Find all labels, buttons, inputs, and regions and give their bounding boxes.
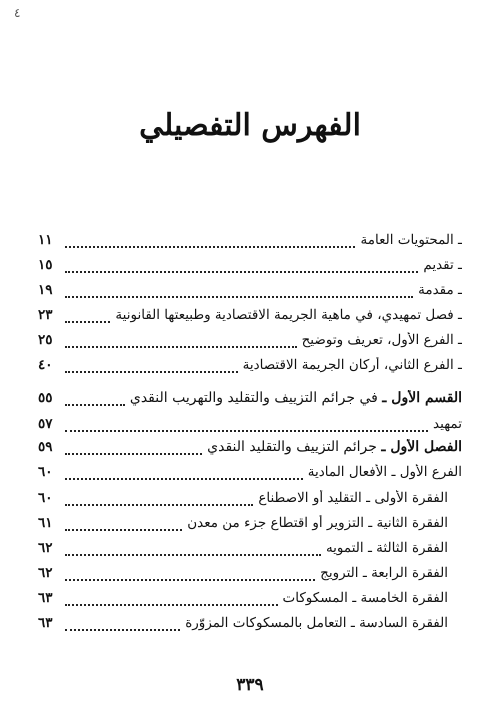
toc-entry[interactable] bbox=[38, 416, 462, 438]
toc-entry-title bbox=[283, 590, 462, 606]
toc-entry[interactable] bbox=[38, 232, 462, 254]
dot-leader bbox=[65, 604, 278, 606]
dot-leader bbox=[65, 529, 182, 531]
toc-entry-title bbox=[243, 357, 462, 373]
toc-entry[interactable] bbox=[38, 615, 462, 637]
toc-entry[interactable] bbox=[38, 565, 462, 587]
dot-leader bbox=[65, 629, 180, 631]
toc-entry-text: الفقرة الأولى ـ التقليد أو الاصطناع bbox=[258, 490, 448, 506]
toc-entry-text: الفقرة الثالثة ـ التمويه bbox=[325, 540, 448, 556]
toc-entry-page: ٦٠ bbox=[38, 464, 53, 480]
toc-entry-text: تمهيد bbox=[433, 416, 462, 432]
toc-entry[interactable] bbox=[38, 390, 462, 412]
page-title: الفهرس التفصيلي bbox=[139, 108, 361, 143]
dot-leader bbox=[65, 504, 253, 506]
corner-mark: ٤ bbox=[14, 6, 21, 20]
toc-entry[interactable] bbox=[38, 540, 462, 562]
dot-leader bbox=[65, 453, 202, 455]
dot-leader bbox=[65, 346, 297, 348]
dot-leader bbox=[65, 321, 110, 323]
toc-entry-title bbox=[207, 439, 462, 455]
toc-entry-title bbox=[115, 307, 462, 323]
toc-entry-page: ٤٠ bbox=[38, 357, 53, 373]
toc-entry-text: الفقرة السادسة ـ التعامل بالمسكوكات المزوّرة bbox=[185, 615, 448, 631]
toc-entry-text: ـ الفرع الأول، تعريف وتوضيح bbox=[301, 332, 462, 348]
toc-entry-title bbox=[258, 490, 462, 506]
toc-entry[interactable] bbox=[38, 332, 462, 354]
dot-leader bbox=[65, 554, 321, 556]
toc-entry[interactable] bbox=[38, 257, 462, 279]
toc-entry-page: ١٥ bbox=[38, 257, 53, 273]
dot-leader bbox=[65, 579, 315, 581]
toc-entry-title bbox=[320, 565, 462, 581]
toc-entry-page: ٢٥ bbox=[38, 332, 53, 348]
dot-leader bbox=[65, 271, 418, 273]
toc-entry[interactable] bbox=[38, 357, 462, 379]
toc-entry-title bbox=[360, 232, 462, 248]
dot-leader bbox=[65, 246, 355, 248]
toc-entry[interactable] bbox=[38, 439, 462, 461]
toc-entry-page: ١١ bbox=[38, 232, 53, 248]
toc-entry-page: ٦٢ bbox=[38, 565, 53, 581]
toc-entry[interactable] bbox=[38, 490, 462, 512]
toc-entry[interactable] bbox=[38, 282, 462, 304]
toc-entry-page: ١٩ bbox=[38, 282, 53, 298]
toc-entry-text: ـ المحتويات العامة bbox=[360, 232, 462, 248]
toc-entry-text: ـ تقديم bbox=[423, 257, 462, 273]
toc-entry-title bbox=[433, 416, 462, 432]
toc-entry-page: ٥٥ bbox=[38, 390, 53, 406]
toc-entry-page: ٦١ bbox=[38, 515, 53, 531]
toc-entry-page: ٦٠ bbox=[38, 490, 53, 506]
toc-entry-text: الفقرة الثانية ـ التزوير أو اقتطاع جزء من معدن bbox=[187, 515, 448, 531]
toc-entry-page: ٥٩ bbox=[38, 439, 53, 455]
toc-entry[interactable] bbox=[38, 590, 462, 612]
dot-leader bbox=[65, 404, 125, 406]
toc-entry-text: ـ الفرع الثاني، أركان الجريمة الاقتصادية bbox=[242, 357, 462, 373]
dot-leader bbox=[65, 371, 238, 373]
toc-entry-text: الفرع الأول ـ الأفعال المادية bbox=[307, 464, 462, 480]
toc-entry-text: ـ مقدمة bbox=[418, 282, 462, 298]
dot-leader bbox=[65, 296, 413, 298]
dot-leader bbox=[65, 478, 303, 480]
toc-entry-title bbox=[187, 515, 462, 531]
toc-entry-page: ٦٢ bbox=[38, 540, 53, 556]
toc-entry-title bbox=[423, 257, 462, 273]
toc-entry-page: ٦٣ bbox=[38, 590, 53, 606]
toc-entry-page: ٥٧ bbox=[38, 416, 53, 432]
toc-entry-text: في جرائم التزييف والتقليد والتهريب النقدي bbox=[129, 390, 378, 406]
toc-entry-title bbox=[308, 464, 462, 480]
page-number: ٣٣٩ bbox=[236, 675, 264, 695]
toc-entry-title bbox=[185, 615, 462, 631]
toc-entry-page: ٦٣ bbox=[38, 615, 53, 631]
toc-entry-lead: القسم الأول ـ bbox=[382, 390, 462, 406]
toc-entry[interactable] bbox=[38, 464, 462, 486]
dot-leader bbox=[65, 430, 428, 432]
toc-entry-page: ٢٣ bbox=[38, 307, 53, 323]
toc-entry-title bbox=[302, 332, 462, 348]
toc-entry-text: الفقرة الرابعة ـ الترويج bbox=[320, 565, 448, 581]
toc-entry-text: جرائم التزييف والتقليد النقدي bbox=[207, 439, 377, 455]
toc-entry-lead: الفصل الأول ـ bbox=[381, 439, 462, 455]
toc-entry-text: ـ فصل تمهيدي، في ماهية الجريمة الاقتصادية وطبيعتها القانونية bbox=[115, 307, 462, 323]
toc-entry-title bbox=[130, 390, 462, 406]
toc-entry-title bbox=[418, 282, 462, 298]
toc-entry[interactable] bbox=[38, 307, 462, 329]
toc-entry-text: الفقرة الخامسة ـ المسكوكات bbox=[282, 590, 448, 606]
toc-entry[interactable] bbox=[38, 515, 462, 537]
toc-entry-title bbox=[326, 540, 462, 556]
